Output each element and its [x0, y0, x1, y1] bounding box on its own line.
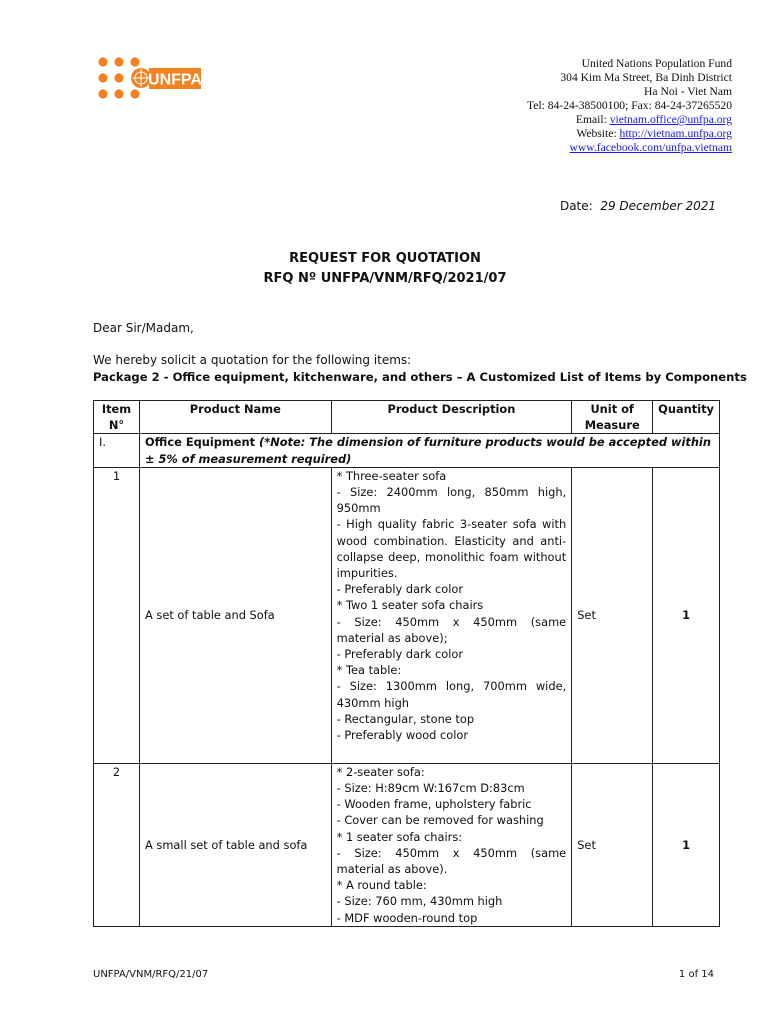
package-title: Package 2 - Office equipment, kitchenware, and others – A Customized List of Items by Components	[93, 370, 747, 384]
header-desc: Product Description	[331, 401, 572, 434]
header-name: Product Name	[139, 401, 331, 434]
date-value: 29 December 2021	[600, 199, 716, 213]
footer-ref: UNFPA/VNM/RFQ/21/07	[93, 969, 209, 980]
page-number: 1 of 14	[678, 969, 714, 980]
date-label: Date:	[559, 199, 593, 213]
rfq-number: RFQ Nº UNFPA/VNM/RFQ/2021/07	[263, 271, 507, 286]
email-line: Email: vietnam.office@unfpa.org	[575, 113, 732, 126]
salutation: Dear Sir/Madam,	[93, 321, 194, 335]
table-row	[94, 763, 720, 926]
doc-title: REQUEST FOR QUOTATION	[289, 251, 481, 266]
row-qty: 1	[653, 467, 720, 763]
section-num: I.	[94, 434, 140, 467]
tel-fax: Tel: 84-24-38500100; Fax: 84-24-37265520	[527, 99, 732, 112]
row-num: 2	[94, 763, 140, 926]
unfpa-logo	[97, 56, 201, 102]
table-header-row	[94, 401, 720, 434]
row-desc: * 2-seater sofa: - Size: H:89cm W:167cm D:83cm - Wooden frame, upholstery fabric - Cover can be removed for washing * 1 seater sofa chairs: - Size: 450mm x 450mm (same material as above). * A round table: - Size: 760 mm, 430mm high - MDF wooden-round top	[331, 763, 572, 926]
facebook-link[interactable]: www.facebook.com/unfpa.vietnam	[569, 141, 732, 154]
email-link[interactable]: vietnam.office@unfpa.org	[609, 113, 732, 126]
section-title: Office Equipment (*Note: The dimension of furniture products would be accepted within ± 5% of measurement required)	[139, 434, 719, 467]
header-item: Item N°	[94, 401, 140, 434]
row-qty: 1	[653, 763, 720, 926]
row-name: A set of table and Sofa	[139, 467, 331, 763]
address-block	[527, 57, 732, 155]
website-link[interactable]: http://vietnam.unfpa.org	[619, 127, 732, 140]
row-unit: Set	[572, 467, 653, 763]
row-desc: * Three-seater sofa - Size: 2400mm long, 850mm high, 950mm - High quality fabric 3-seater sofa with wood combination. Elasticity and anti-collapse deep, monolithic foam without impurities. - Preferably dark color * Two 1 seater sofa chairs - Size: 450mm x 450mm (same material as above); - Preferably dark color * Tea table: - Size: 1300mm long, 700mm wide, 430mm high - Rectangular, stone top - Preferably wood color	[331, 467, 572, 763]
row-name: A small set of table and sofa	[139, 763, 331, 926]
svg-text:UNFPA: UNFPA	[148, 71, 201, 89]
facebook-line	[527, 141, 732, 155]
intro-text: We hereby solicit a quotation for the following items:	[93, 353, 412, 367]
header-unit: Unit of Measure	[572, 401, 653, 434]
section-row	[94, 434, 720, 467]
row-num: 1	[94, 467, 140, 763]
row-unit: Set	[572, 763, 653, 926]
website-line: Website: http://vietnam.unfpa.org	[576, 127, 732, 140]
section-note: (*Note: The dimension of furniture products would be accepted within ± 5% of measurement required)	[144, 435, 711, 466]
date-line	[560, 199, 716, 213]
city: Ha Noi - Viet Nam	[644, 85, 732, 98]
street: 304 Kim Ma Street, Ba Dinh District	[560, 71, 732, 84]
items-table	[93, 400, 720, 927]
table-row	[94, 467, 720, 763]
org-name: United Nations Population Fund	[581, 57, 732, 70]
header-qty: Quantity	[653, 401, 720, 434]
